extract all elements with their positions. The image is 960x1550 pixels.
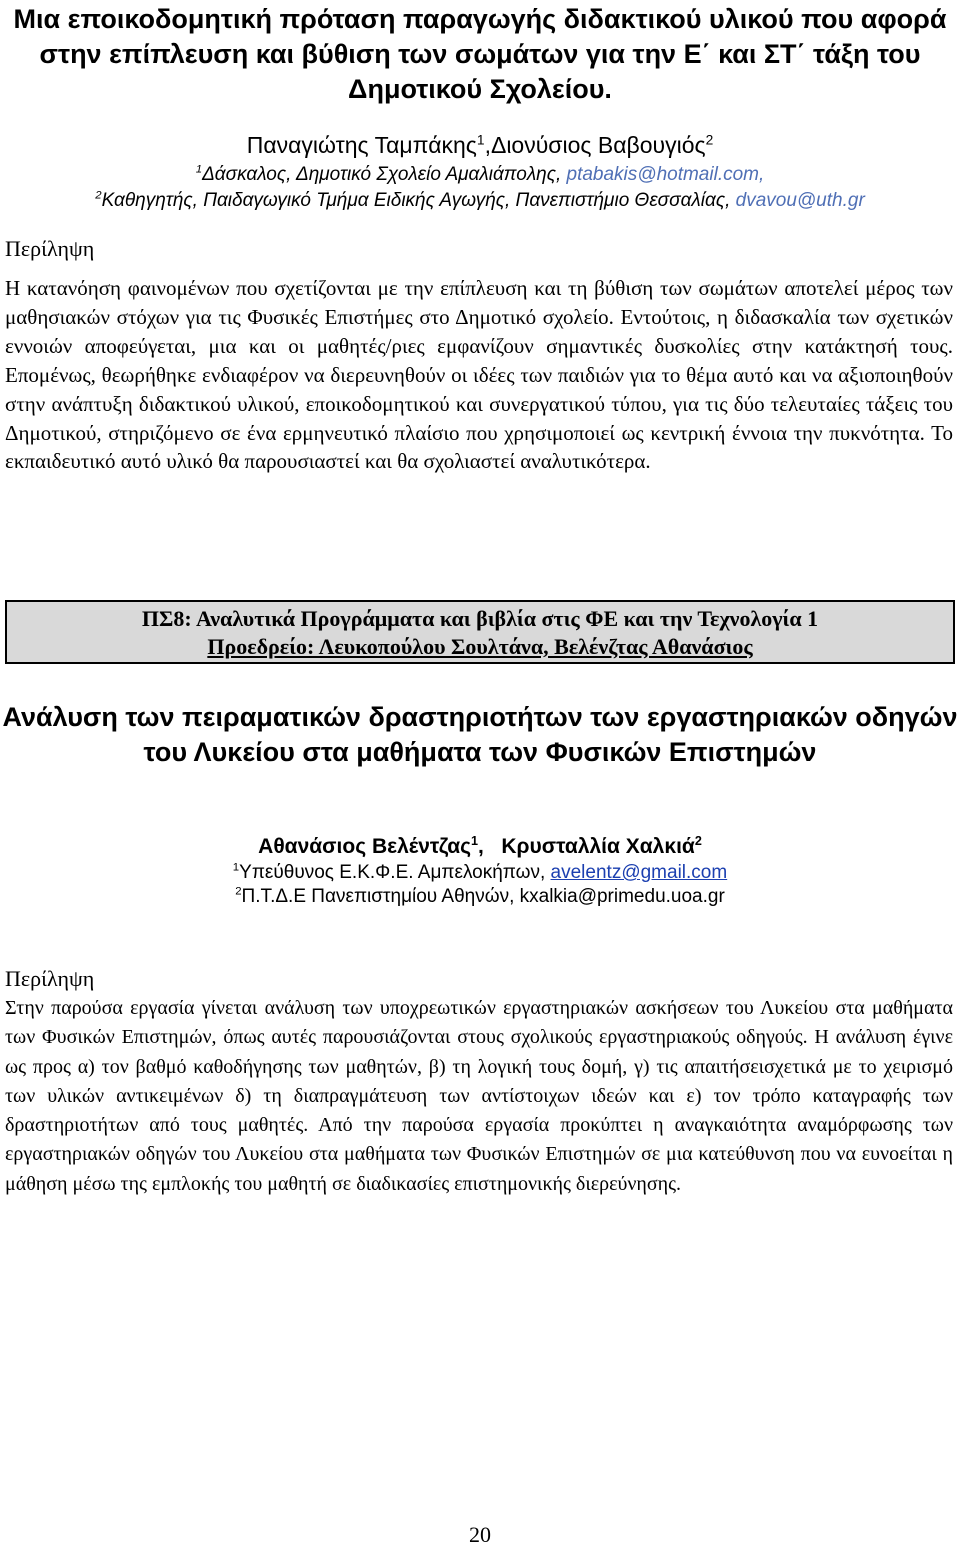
paper2-affiliation-2 xyxy=(0,885,960,909)
paper1-abstract-heading: Περίληψη xyxy=(5,236,95,261)
paper2-aff2-sup: 2 xyxy=(235,885,242,898)
paper2-authors xyxy=(0,833,960,861)
paper2-author2-sup: 2 xyxy=(694,834,702,848)
paper1-aff2-text: Καθηγητής, Παιδαγωγικό Τμήμα Ειδικής Αγωγής, Πανεπιστήμιο Θεσσαλίας, xyxy=(101,190,736,211)
page-number: 20 xyxy=(469,1522,491,1547)
paper1-aff1-sup: 1 xyxy=(195,163,203,176)
paper1-aff1-email[interactable]: ptabakis@hotmail.com, xyxy=(566,164,765,185)
paper1-author1-sup: 1 xyxy=(476,132,485,148)
paper1-title: Μια εποικοδομητική πρόταση παραγωγής διδακτικού υλικού που αφορά στην επίπλευση και βύθιση των σωμάτων για την Ε΄ και ΣΤ΄ τάξη του Δημοτικού Σχολείου. xyxy=(13,4,947,104)
paper2-aff1-text: Υπεύθυνος Ε.Κ.Φ.Ε. Αμπελοκήπων, xyxy=(239,862,551,883)
paper2-aff1-email-link[interactable]: avelentz@gmail.com xyxy=(550,862,728,883)
paper2-aff2-text: Π.Τ.Δ.Ε Πανεπιστημίου Αθηνών, kxalkia@primedu.uoa.gr xyxy=(241,886,725,907)
paper1-aff2-sup: 2 xyxy=(95,189,102,202)
paper1-abstract: Η κατανόηση φαινομένων που σχετίζονται με την επίπλευση και τη βύθιση των σωμάτων αποτελεί μέρος των μαθησιακών στόχων για τις Φυσικές Επιστήμες στο Δημοτικό σχολείο. Εντούτοις, η διδασκαλία των σχετικών εννοιών αποφεύγεται, μια και οι μαθητές/ριες εμφανίζουν σημαντικές δυσκολίες στην κατάκτησή τους. Επομένως, θεωρήθηκε ενδιαφέρον να διερευνηθούν οι ιδέες των παιδιών για το θέμα αυτό και να αξιοποιηθούν στην ανάπτυξη διδακτικού υλικού, εποικοδομητικού και συνεργατικού τύπου, για τις δύο τελευταίες τάξεις του Δημοτικού, στηριζόμενο σε ένα ερμηνευτικό πλαίσιο που χρησιμοποιεί ως κεντρική έννοια την πυκνότητα. Το εκπαιδευτικό αυτό υλικό θα παρουσιαστεί και θα σχολιαστεί αναλυτικότερα. xyxy=(5,276,953,474)
paper2-author2: , Κρυσταλλία Χαλκιά xyxy=(478,835,695,858)
paper2-aff1-sup: 1 xyxy=(232,861,240,874)
paper1-aff1-text: Δάσκαλος, Δημοτικό Σχολείο Αμαλιάπολης, xyxy=(202,164,567,185)
paper1-author2: ,Διονύσιος Βαβουγιός xyxy=(484,132,706,158)
session-chairs: Προεδρείο: Λευκοπούλου Σουλτάνα, Βελένζτας Αθανάσιος xyxy=(207,634,753,659)
paper2-abstract: Στην παρούσα εργασία γίνεται ανάλυση των υποχρεωτικών εργαστηριακών ασκήσεων του Λυκείου στα μαθήματα των Φυσικών Επιστημών, όπως αυτές παρουσιάζονται στους σχολικούς εργαστηριακούς οδηγούς. Η ανάλυση έγινε ως προς α) τον βαθμό καθοδήγησης των μαθητών, β) τη λογική τους δομή, γ) τις απαιτήσεισχετικά με το χειρισμό των υλικών αντικειμένων δ) τη διαπραγμάτευση των αντίστοιχων ιδεών και ε) τον τρόπο καταγραφής των δραστηριοτήτων από τους μαθητές. Από την παρούσα εργασία προκύπτει η αναγκαιότητα αναμόρφωσης των εργαστηριακών οδηγών του Λυκείου στα μαθήματα των Φυσικών Επιστημών σε μια κατεύθυνση που να ευνοείται η μάθηση μέσω της εμπλοκής του μαθητή σε διαδικασίες επιστημονικής διερεύνησης. xyxy=(5,997,953,1195)
paper2-author1: Αθανάσιος Βελέντζας xyxy=(258,835,472,858)
paper2-title: Ανάλυση των πειραματικών δραστηριοτήτων των εργαστηριακών οδηγών του Λυκείου στα μαθήματα των Φυσικών Επιστημών xyxy=(2,702,958,767)
paper1-affiliation-2 xyxy=(0,189,960,213)
paper2-affiliation-1 xyxy=(0,861,960,885)
paper2-abstract-heading: Περίληψη xyxy=(5,966,95,991)
paper1-author2-sup: 2 xyxy=(705,132,714,148)
session-title: ΠΣ8: Αναλυτικά Προγράμματα και βιβλία στις ΦΕ και την Τεχνολογία 1 xyxy=(141,606,819,631)
paper1-affiliation-1 xyxy=(0,163,960,187)
paper1-authors xyxy=(0,130,960,160)
paper1-aff2-email[interactable]: dvavou@uth.gr xyxy=(735,190,865,211)
paper1-author1: Παναγιώτης Ταμπάκης xyxy=(246,132,477,158)
session-box xyxy=(5,600,955,664)
paper2-author1-sup: 1 xyxy=(471,834,479,848)
